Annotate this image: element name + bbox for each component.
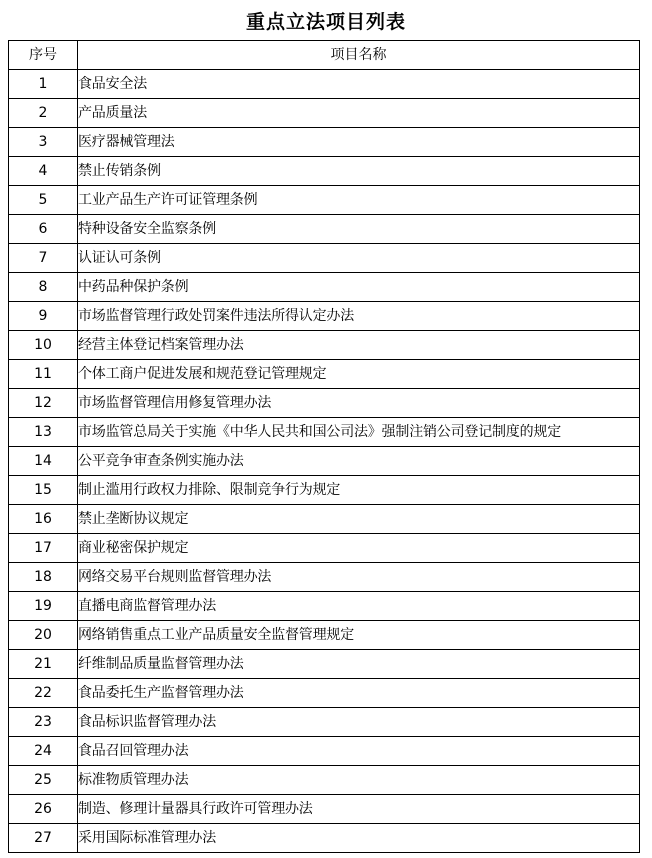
- table-row: [9, 70, 640, 99]
- row-project-name: 网络交易平台规则监督管理办法: [78, 563, 640, 592]
- table-row: [9, 273, 640, 302]
- table-row: [9, 302, 640, 331]
- table-row: [9, 128, 640, 157]
- row-serial-number: 12: [9, 389, 78, 418]
- row-project-name: 食品召回管理办法: [78, 737, 640, 766]
- row-serial-number: 17: [9, 534, 78, 563]
- row-project-name: 食品委托生产监督管理办法: [78, 679, 640, 708]
- row-serial-number: 26: [9, 795, 78, 824]
- table-row: [9, 534, 640, 563]
- row-serial-number: 5: [9, 186, 78, 215]
- row-serial-number: 18: [9, 563, 78, 592]
- row-project-name: 工业产品生产许可证管理条例: [78, 186, 640, 215]
- table-row: [9, 99, 640, 128]
- row-project-name: 标准物质管理办法: [78, 766, 640, 795]
- table-row: [9, 766, 640, 795]
- row-serial-number: 27: [9, 824, 78, 853]
- row-serial-number: 9: [9, 302, 78, 331]
- table-row: [9, 157, 640, 186]
- row-project-name: 经营主体登记档案管理办法: [78, 331, 640, 360]
- row-project-name: 纤维制品质量监督管理办法: [78, 650, 640, 679]
- row-project-name: 中药品种保护条例: [78, 273, 640, 302]
- row-project-name: 制造、修理计量器具行政许可管理办法: [78, 795, 640, 824]
- row-project-name: 食品标识监督管理办法: [78, 708, 640, 737]
- row-project-name: 禁止传销条例: [78, 157, 640, 186]
- row-project-name: 食品安全法: [78, 70, 640, 99]
- row-serial-number: 19: [9, 592, 78, 621]
- row-project-name: 禁止垄断协议规定: [78, 505, 640, 534]
- row-project-name: 市场监督管理信用修复管理办法: [78, 389, 640, 418]
- table-row: [9, 389, 640, 418]
- row-project-name: 商业秘密保护规定: [78, 534, 640, 563]
- row-project-name: 特种设备安全监察条例: [78, 215, 640, 244]
- row-serial-number: 6: [9, 215, 78, 244]
- table-row: [9, 418, 640, 447]
- header-serial-number: 序号: [9, 41, 78, 70]
- table-body: [9, 70, 640, 853]
- row-serial-number: 23: [9, 708, 78, 737]
- table-row: [9, 360, 640, 389]
- row-serial-number: 11: [9, 360, 78, 389]
- table-header-row: [9, 41, 640, 70]
- table-row: [9, 505, 640, 534]
- row-project-name: 制止滥用行政权力排除、限制竞争行为规定: [78, 476, 640, 505]
- legislation-table: [8, 40, 640, 853]
- page-title: 重点立法项目列表: [245, 11, 406, 33]
- row-serial-number: 20: [9, 621, 78, 650]
- table-row: [9, 621, 640, 650]
- table-row: [9, 476, 640, 505]
- row-project-name: 采用国际标准管理办法: [78, 824, 640, 853]
- row-serial-number: 25: [9, 766, 78, 795]
- row-serial-number: 10: [9, 331, 78, 360]
- row-serial-number: 22: [9, 679, 78, 708]
- row-serial-number: 13: [9, 418, 78, 447]
- row-serial-number: 14: [9, 447, 78, 476]
- table-row: [9, 824, 640, 853]
- row-serial-number: 1: [9, 70, 78, 99]
- table-row: [9, 215, 640, 244]
- table-row: [9, 650, 640, 679]
- table-row: [9, 331, 640, 360]
- row-project-name: 网络销售重点工业产品质量安全监督管理规定: [78, 621, 640, 650]
- table-row: [9, 447, 640, 476]
- row-serial-number: 16: [9, 505, 78, 534]
- row-serial-number: 21: [9, 650, 78, 679]
- row-serial-number: 3: [9, 128, 78, 157]
- row-project-name: 市场监督管理行政处罚案件违法所得认定办法: [78, 302, 640, 331]
- row-project-name: 市场监管总局关于实施《中华人民共和国公司法》强制注销公司登记制度的规定: [78, 418, 640, 447]
- row-project-name: 产品质量法: [78, 99, 640, 128]
- table-row: [9, 244, 640, 273]
- row-serial-number: 2: [9, 99, 78, 128]
- row-serial-number: 8: [9, 273, 78, 302]
- table-row: [9, 592, 640, 621]
- row-serial-number: 15: [9, 476, 78, 505]
- table-row: [9, 737, 640, 766]
- table-row: [9, 186, 640, 215]
- row-serial-number: 7: [9, 244, 78, 273]
- table-row: [9, 795, 640, 824]
- row-project-name: 直播电商监督管理办法: [78, 592, 640, 621]
- row-serial-number: 24: [9, 737, 78, 766]
- row-project-name: 医疗器械管理法: [78, 128, 640, 157]
- row-project-name: 公平竞争审查条例实施办法: [78, 447, 640, 476]
- table-row: [9, 563, 640, 592]
- table-row: [9, 679, 640, 708]
- row-project-name: 个体工商户促进发展和规范登记管理规定: [78, 360, 640, 389]
- table-row: [9, 708, 640, 737]
- row-serial-number: 4: [9, 157, 78, 186]
- row-project-name: 认证认可条例: [78, 244, 640, 273]
- header-project-name: 项目名称: [78, 41, 640, 70]
